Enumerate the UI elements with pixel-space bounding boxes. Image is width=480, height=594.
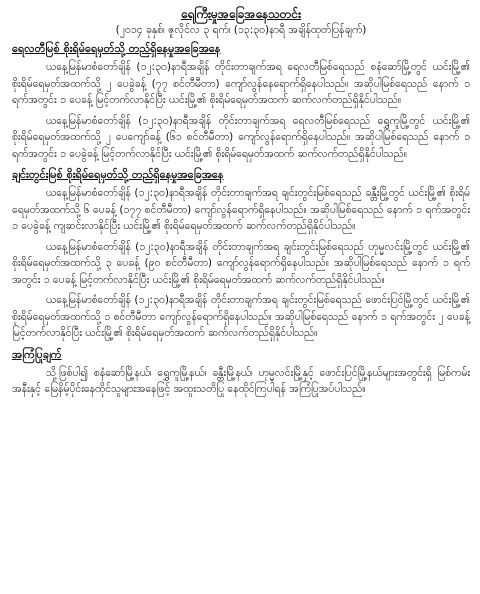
paragraph-homalin: ယနေ့မြန်မာစံတော်ချိန် (၁၂:၃၀)နာရီအချိန် တိုင်းတာချက်အရ ချင်းတွင်းမြစ်ရေသည် ဟုမ္မလင်းမြို့တွင် ယင်းမြို့၏ စိုးရိမ်ရေမှတ်အထက်သို့ ၃ ပေခန့် (၉၀ စင်တီမီတာ) ကျော်လွန်ရောက်ရှိနေပါသည်။ အဆိုပါမြစ်ရေသည် နောက် ၁ ရက်အတွင်း ၁ ပေခန့် မြင့်တက်လာနိုင်ပြီး ယင်းမြို့၏ စိုးရိမ်ရေမှတ်အထက် ဆက်လက်တည်ရှိနိုင်ပါသည်။ <box>12 240 470 286</box>
paragraph-sanawsoe: ယနေ့မြန်မာစံတော်ချိန် (၁၂:၃၀)နာရီအချိန် တိုင်းတာချက်အရ ရေလတီမြစ်ရေသည် စနံဆော်မြို့တွင် ယင်းမြို့၏ စိုးရိမ်ရေမှတ်အထက်သို့ ၂ ပေခွဲခန့် (၇၇ စင်တီမီတာ) ကျော်လွန်နေရောက်ရှိနေပါသည်။ အဆိုပါမြစ်ရေသည် နောက် ၁ ရက်အတွင်း ၁ ပေခန့် မြင့်တက်လာနိုင်ပြီး ယင်းမြို့၏ စိုးရိမ်ရေမှတ်အထက် ဆက်လက်တည်ရှိနိုင်ပါသည်။ <box>12 61 470 106</box>
section-heading-advice: အကြံပြုချက် <box>12 347 62 361</box>
paragraph-khanti: ယနေ့မြန်မာစံတော်ချိန် (၁၂:၃၀)နာရီအချိန် တိုင်းတာချက်အရ ချင်းတွင်းမြစ်ရေသည် ခန္တီးမြို့တွင် ယင်းမြို့၏ စိုးရိမ်ရေမှတ်အထက်သို့ ၆ ပေခန့် (၁၇၇ စင်တီမီတာ) ကျော်လွန်ရောက်ရှိနေပါသည်။ အဆိုပါမြစ်ရေသည် နောက် ၁ ရက်အတွင်း ၁ ပေခွဲခန့် ကျဆင်းလာနိုင်ပြီး ယင်းမြို့၏ စိုးရိမ်ရေမှတ်အထက် ဆက်လက်တည်ရှိနိုင်ပါသည်။ <box>12 187 470 232</box>
paragraph-phaungpyin: ယနေ့မြန်မာစံတော်ချိန် (၁၂:၃၀)နာရီအချိန် တိုင်းတာချက်အရ ချင်းတွင်းမြစ်ရေသည် ဖောင်းပြင်မြို့တွင် ယင်းမြို့၏ စိုးရိမ်ရေမှတ်အထက်သို့ ၁ စင်တီမီတာ ကျော်လွန်ရောက်ရှိနေပါသည်။ အဆိုပါမြစ်ရေသည် နောက် ၁ ရက်အတွင်း ၂ ပေခန့် မြင့်တက်လာနိုင်ပြီး ယင်းမြို့၏ စိုးရိမ်ရေမှတ်အထက် ဆက်လက်တည်ရှိနိုင်ပါသည်။ <box>12 294 470 339</box>
paragraph-shwekoo: ယနေ့မြန်မာစံတော်ချိန် (၁၂:၃၀)နာရီအချိန် တိုင်းတာချက်အရ ရေလတီမြစ်ရေသည် ရွှေကူမြို့တွင် ယင်းမြို့၏ စိုးရိမ်ရေမှတ်အထက်သို့ ၂ ပေကျော်ခန့် (၆၁ စင်တီမီတာ) ကျော်လွန်ရောက်ရှိနေပါသည်။ အဆိုပါမြစ်ရေသည် နောက် ၁ ရက်အတွင်း ၁ ပေခွဲခန့် မြင့်တက်လာနိုင်ပြီး ယင်းမြို့၏ စိုးရိမ်ရေမှတ်အထက် ဆက်လက်တည်ရှိနိုင်ပါသည်။ <box>12 114 470 160</box>
document-title: ရေကြီးမှုအခြေအနေသတင်း <box>180 7 302 21</box>
section-heading-ye-latti: ရေလတီမြစ် စိုးရိမ်ရေမှတ်သို့ တည်ရှိနေမှုအခြေအနေ <box>12 42 221 55</box>
paragraph-advice: သို့ဖြစ်ပါ၍ စနံဆော်မြို့နယ်၊ ရွှေကူမြို့နယ်၊ ခန္တီးမြို့နယ်၊ ဟုမ္မလင်းမြို့နှင့် ဖောင်းပြင်မြို့နယ်များအတွင်းရှိ မြစ်ကမ်းအနီးနှင့် မြေနိမ့်ပိုင်းနေထိုင်သူများအနေဖြင့် အထူးသတိပြု နေထိုင်ကြပါရန် အကြံပြုအပ်ပါသည်။ <box>12 366 470 395</box>
section-heading-chindwin: ချင်းတွင်းမြစ် စိုးရိမ်ရေမှတ်သို့ တည်ရှိနေမှုအခြေအနေ <box>12 168 224 181</box>
release-datetime: (၂၀၁၄ ခုနှစ်၊ ဇူလိုင်လ ၃ ရက်၊ (၁၃:၃၀)နာရီ အချိန်ထုတ်ပြန်ချက်) <box>115 24 367 36</box>
